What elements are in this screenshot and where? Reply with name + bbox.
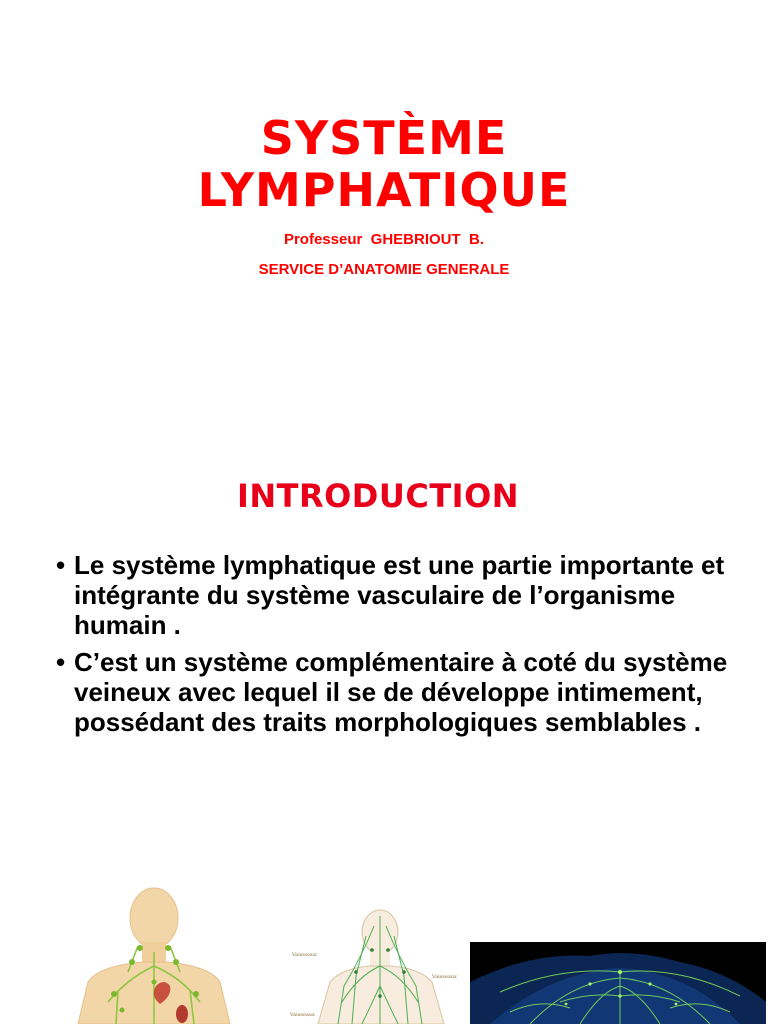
bullet-text: Le système lymphatique est une partie importante et intégrante du système vasculaire de l’organisme humain . [74, 550, 725, 640]
svg-text:Vaisseaux: Vaisseaux [432, 974, 457, 980]
bullet-marker: • [56, 647, 66, 677]
svg-text:Vaisseaux: Vaisseaux [292, 952, 317, 958]
illustration-row [0, 878, 768, 1024]
section-heading: INTRODUCTION [236, 477, 520, 515]
svg-text:Vaisseaux: Vaisseaux [290, 1012, 315, 1018]
bullet-text: C’est un système complémentaire à coté du système veineux avec lequel il se de développe intimement, possédant des traits morphologiques semblables . [74, 647, 728, 737]
bullet-item [56, 550, 736, 640]
lymphatic-network-drawing [282, 906, 464, 1024]
title-line-2: LYMPHATIQUE [197, 163, 571, 217]
lymphatic-body-illustration [58, 882, 236, 1024]
bullet-list [56, 550, 736, 744]
bullet-marker: • [56, 550, 66, 580]
author-name: Professeur GHEBRIOUT B. [283, 231, 485, 248]
department-name: SERVICE D’ANATOMIE GENERALE [258, 261, 510, 278]
slide-title [0, 112, 768, 216]
bullet-item [56, 647, 736, 737]
title-line-1: SYSTÈME [260, 111, 508, 165]
lymphatic-3d-render [470, 942, 766, 1024]
